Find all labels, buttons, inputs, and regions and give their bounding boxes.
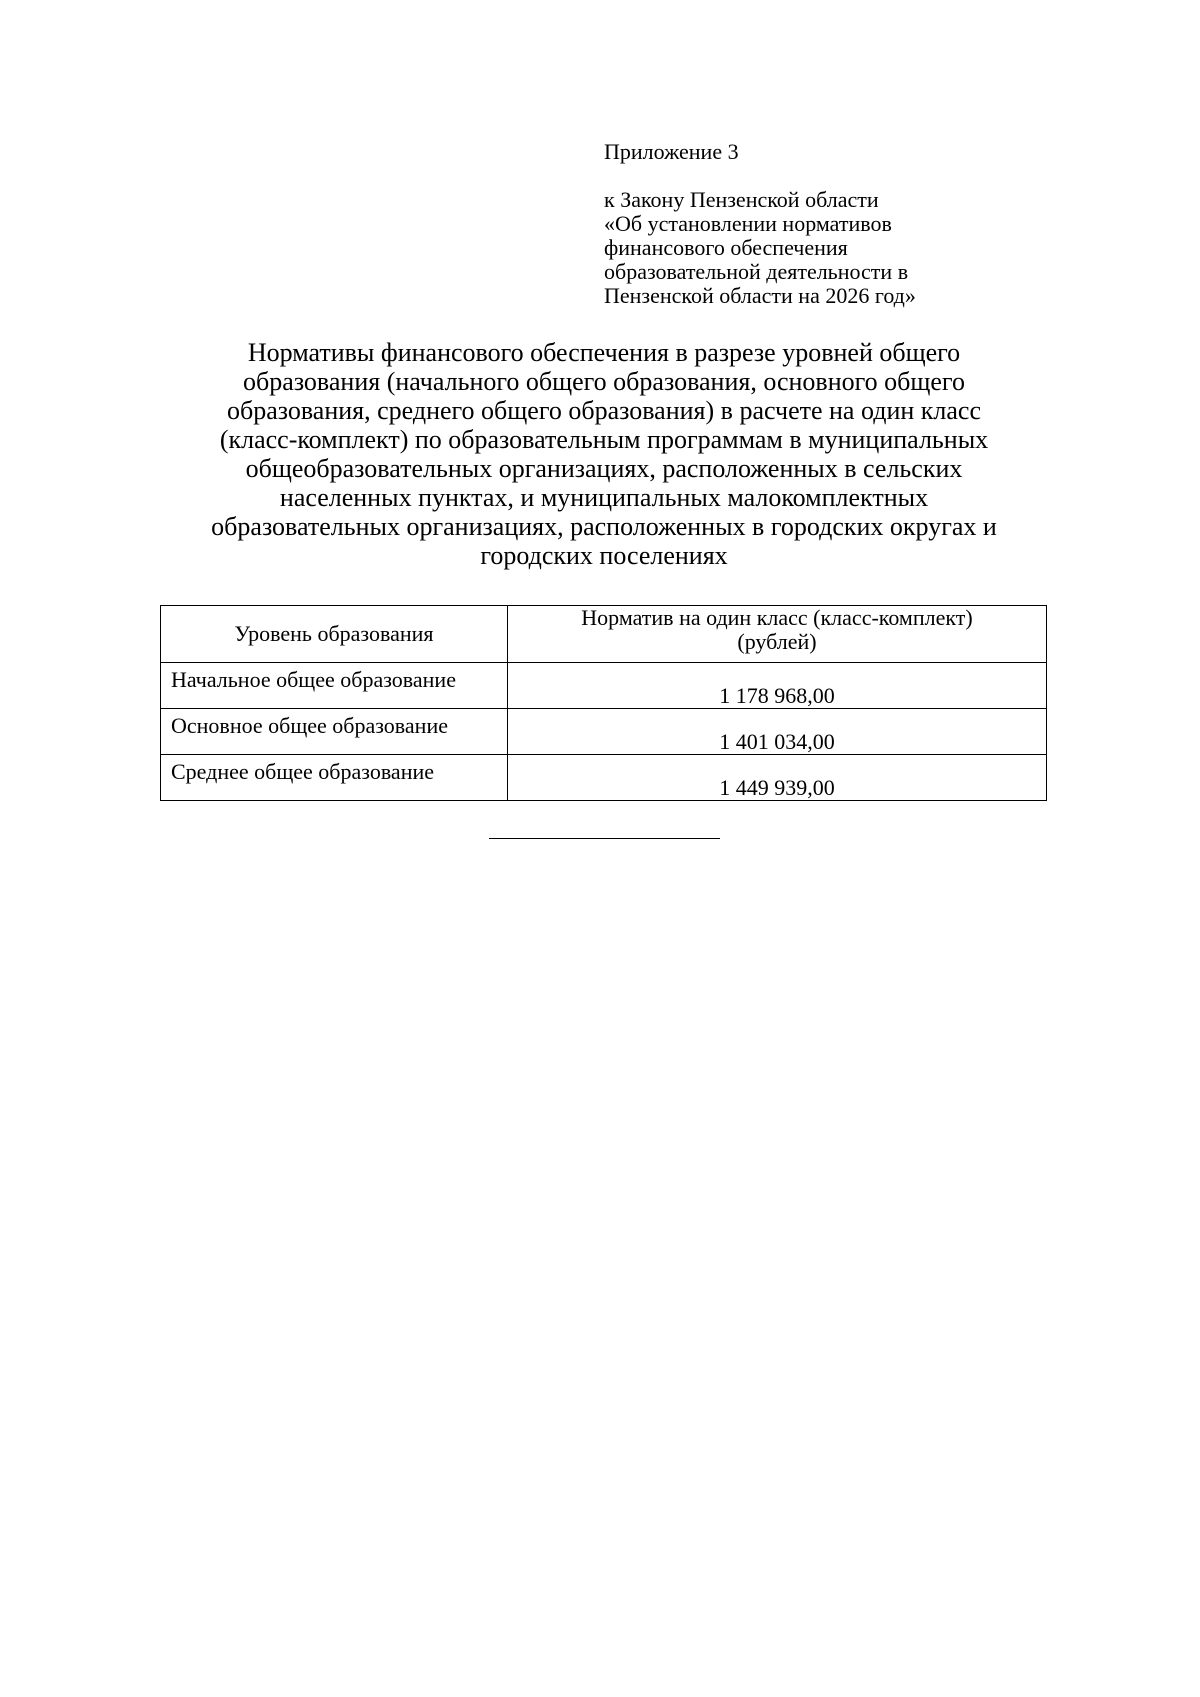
level-cell: Начальное общее образование: [161, 663, 508, 709]
title-line: Нормативы финансового обеспечения в разрезе уровней общего: [247, 338, 961, 367]
table-row: [161, 663, 1047, 709]
appendix-block: [604, 140, 1024, 308]
norms-table: [160, 605, 1047, 801]
header-norm: [508, 606, 1047, 663]
title-line: общеобразовательных организациях, расположенных в сельских: [245, 454, 963, 483]
title-line: образования, среднего общего образования) в расчете на один класс: [226, 396, 982, 425]
document-title: [150, 338, 1058, 570]
appendix-line: образовательной деятельности в: [604, 259, 909, 284]
appendix-number: Приложение 3: [604, 139, 739, 164]
title-line: образования (начального общего образования, основного общего: [243, 367, 965, 396]
value-cell: 1 178 968,00: [508, 663, 1047, 709]
appendix-line: финансового обеспечения: [604, 235, 848, 260]
title-line: (класс-комплект) по образовательным программам в муниципальных: [219, 425, 989, 454]
value-cell: 1 401 034,00: [508, 709, 1047, 755]
level-cell: Среднее общее образование: [161, 755, 508, 801]
appendix-line: Пензенской области на 2026 год»: [604, 283, 916, 308]
title-line: населенных пунктах, и муниципальных малокомплектных: [279, 483, 929, 512]
appendix-line: к Закону Пензенской области: [604, 187, 879, 212]
table-row: [161, 709, 1047, 755]
table-header-row: [161, 606, 1047, 663]
appendix-line: «Об установлении нормативов: [604, 211, 892, 236]
table-row: [161, 755, 1047, 801]
end-rule: [489, 838, 720, 839]
value-cell: 1 449 939,00: [508, 755, 1047, 801]
title-line: городских поселениях: [480, 541, 728, 570]
level-cell: Основное общее образование: [161, 709, 508, 755]
header-level: Уровень образования: [161, 606, 508, 663]
header-norm-line1: Норматив на один класс (класс-комплект): [581, 605, 973, 630]
header-norm-line2: (рублей): [737, 629, 817, 654]
title-line: образовательных организациях, расположенных в городских округах и: [211, 512, 997, 541]
